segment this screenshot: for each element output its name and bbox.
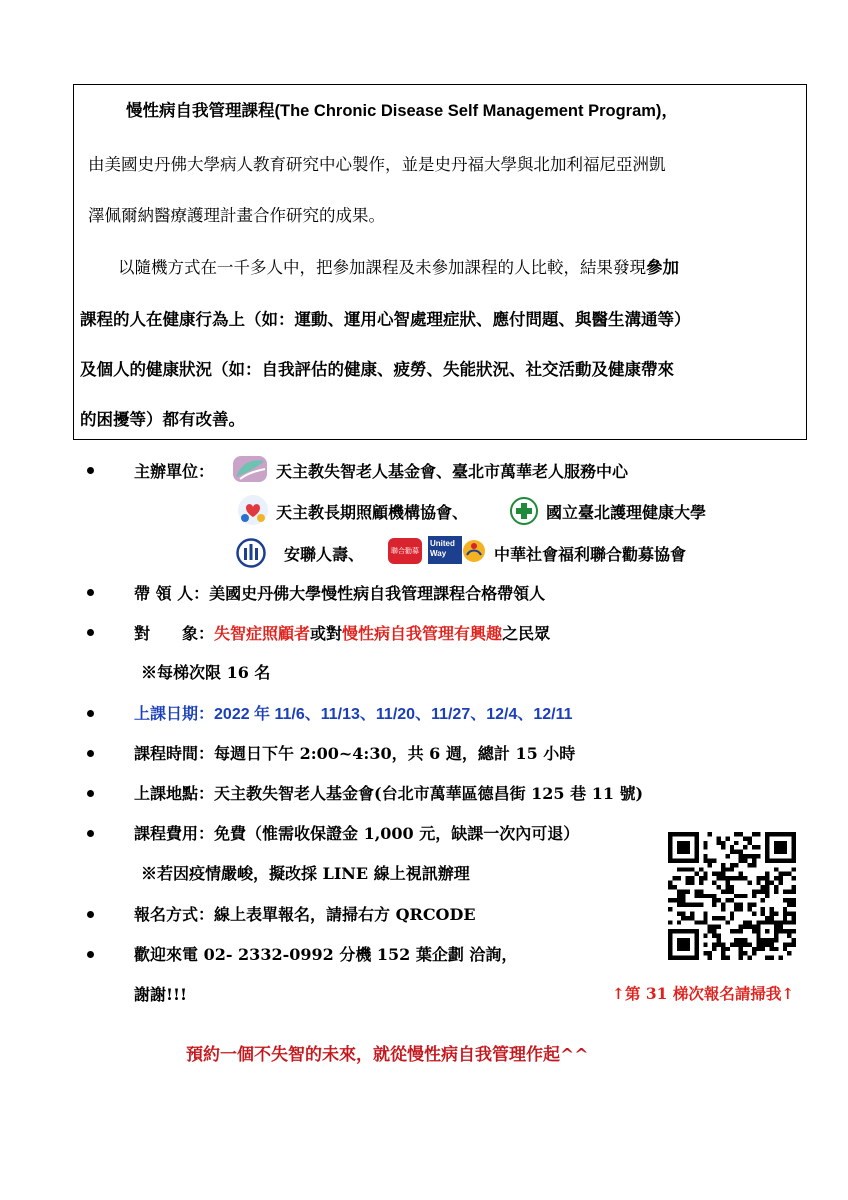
signup-qr-code[interactable]	[668, 832, 796, 960]
fee-note: ※若因疫情嚴峻，擬改採 LINE 線上視訊辦理	[141, 864, 470, 883]
long-term-care-assoc-logo	[236, 494, 270, 526]
signup-row: 報名方式：線上表單報名，請掃右方 QRCODE	[134, 905, 476, 924]
bullet	[87, 750, 94, 757]
organizer-4: 安聯人壽、	[284, 545, 365, 564]
bullet	[87, 467, 94, 474]
contact-line-2: 謝謝!!!	[134, 985, 188, 1004]
allianz-logo	[236, 538, 266, 568]
intro-line-5: 課程的人在健康行為上（如：運動、運用心智處理症狀、應付問題、與醫生溝通等）	[80, 310, 691, 329]
bullet	[87, 911, 94, 918]
slogan: 預約一個不失智的未來，就從慢性病自我管理作起^^	[186, 1045, 589, 1065]
intro-line-7: 的困擾等）都有改善。	[80, 410, 245, 429]
united-way-logo-line1: United	[430, 539, 455, 548]
target-row: 對 象：失智症照顧者或對慢性病自我管理有興趣之民眾	[134, 624, 551, 643]
intro-line-3: 澤佩爾納醫療護理計畫合作研究的成果。	[88, 206, 385, 225]
mkt-logo: 聯合勸募	[388, 538, 422, 564]
organizer-1: 天主教失智老人基金會、臺北市萬華老人服務中心	[276, 462, 629, 481]
intro-line-6: 及個人的健康狀況（如：自我評估的健康、疲勞、失能狀況、社交活動及健康帶來	[80, 360, 674, 379]
bullet	[87, 710, 94, 717]
bullet	[87, 790, 94, 797]
location-row: 上課地點：天主教失智老人基金會(台北市萬華區德昌街 125 巷 11 號)	[134, 784, 644, 803]
intro-line-2: 由美國史丹佛大學病人教育研究中心製作，並是史丹福大學與北加利福尼亞洲凱	[88, 155, 666, 174]
leader-row: 帶 領 人：美國史丹佛大學慢性病自我管理課程合格帶領人	[134, 584, 546, 603]
time-row: 課程時間：每週日下午 2:00~4:30，共 6 週，總計 15 小時	[134, 744, 576, 763]
dementia-foundation-logo	[232, 455, 268, 483]
ntunhs-logo	[509, 497, 539, 525]
organizer-2: 天主教長期照顧機構協會、	[276, 503, 469, 522]
bullet	[87, 589, 94, 596]
intro-line-4: 以隨機方式在一千多人中，把參加課程及未參加課程的人比較，結果發現參加	[118, 258, 679, 277]
bullet	[87, 951, 94, 958]
united-way-logo-line2: Way	[430, 549, 447, 558]
organizer-3: 國立臺北護理健康大學	[546, 503, 707, 522]
united-way-logo	[428, 536, 462, 564]
bullet	[87, 629, 94, 636]
contact-line-1: 歡迎來電 02- 2332-0992 分機 152 葉企劃 洽詢，	[134, 945, 518, 964]
fee-row: 課程費用：免費（惟需收保證金 1,000 元，缺課一次內可退）	[134, 824, 580, 843]
intro-line-1: 慢性病自我管理課程(The Chronic Disease Self Management Program)，	[126, 101, 678, 120]
united-way-hand-icon	[462, 538, 486, 564]
organizers-label: 主辦單位：	[134, 462, 215, 481]
dates-row: 上課日期：2022 年 11/6、11/13、11/20、11/27、12/4、12/11	[134, 704, 573, 723]
organizer-5: 中華社會福利聯合勸募協會	[494, 545, 687, 564]
bullet	[87, 830, 94, 837]
target-note: ※每梯次限 16 名	[141, 663, 271, 682]
qr-caption: ↑第 31 梯次報名請掃我↑	[612, 984, 795, 1003]
